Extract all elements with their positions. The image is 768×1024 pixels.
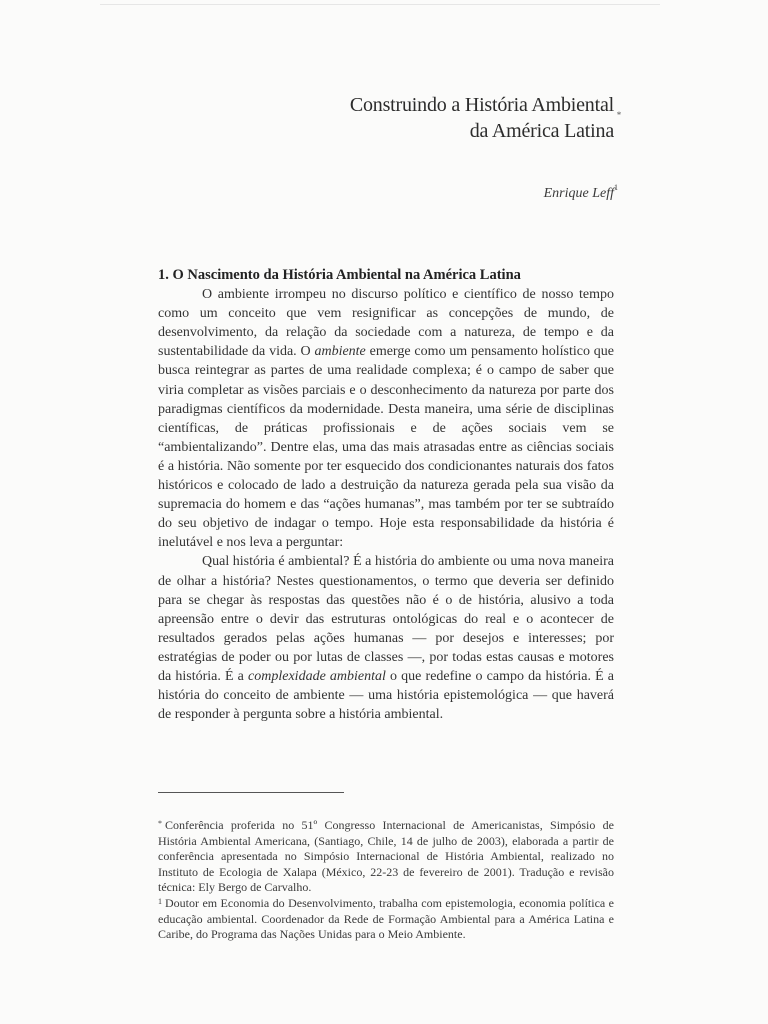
footnote-item [158, 818, 614, 896]
title-footnote-mark: * [616, 110, 621, 120]
article-body [158, 266, 614, 724]
paragraph-1 [158, 285, 614, 552]
footnote-separator [158, 792, 344, 793]
author-name [543, 183, 618, 202]
author-footnote-mark: 1 [614, 183, 618, 192]
section-heading: 1. O Nascimento da História Ambiental na América Latina [158, 267, 521, 283]
paragraph-2-part-b: o que redefine o campo da história. É a história do conceito de ambiente — uma história epistemológica — que haverá de responder à pergunta sobre a história ambiental. [158, 668, 614, 723]
footnote-item [158, 896, 614, 943]
article-title [349, 92, 621, 144]
footnote-mark: * [158, 819, 162, 828]
title-line-1: Construindo a História Ambiental [349, 94, 614, 116]
paragraph-2-emphasis: complexidade ambiental [248, 668, 386, 684]
footnote-mark: 1 [158, 896, 162, 906]
title-line-2-text: da América Latina [469, 120, 614, 142]
paragraph-2-part-a: Qual história é ambiental? É a história do ambiente ou uma nova maneira de olhar a história? Nestes questionamentos, o termo que deveria ser definido para se chegar às respostas das questões não é o de história, alusivo a toda apreensão entre o devir das estruturas ontológicas do real e o acontecer de resultados gerados pelas ações humanas — por desejos e interesses; por estratégias de poder ou por lutas de classes —, por todas estas causas e motores da história. É a [158, 554, 614, 684]
footnotes [158, 818, 614, 943]
paragraph-1-emphasis: ambiente [314, 344, 366, 360]
footnote-text: Conferência proferida no 51º Congresso Internacional de Americanistas, Simpósio de História Ambiental Americana, (Santiago, Chile, 14 de julho de 2003), elaborada a partir de conferência apresentada no Simpósio Internacional de História Ambiental, realizado no Instituto de Ecologia de Xalapa (México, 22-23 de fevereiro de 2001). Tradução e revisão técnica: Ely Bergo de Carvalho. [158, 818, 614, 895]
author-name-text: Enrique Leff [543, 186, 614, 201]
paragraph-1-part-a: O ambiente irrompeu no discurso político e científico de nosso tempo como um conceito que vem resignificar as concepções de mundo, de desenvolvimento, da relação da sociedade com a natureza, de tempo e da sustentabilidade da vida. O [158, 287, 614, 360]
footnote-text: Doutor em Economia do Desenvolvimento, trabalha com epistemologia, economia política e educação ambiental. Coordenador da Rede de Formação Ambiental para a América Latina e Caribe, do Programa das Nações Unidas para o Meio Ambiente. [158, 895, 614, 942]
paragraph-1-part-b: emerge como um pensamento holístico que busca reintegrar as partes de uma realidade complexa; é o campo de saber que viria completar as visões parciais e o desconhecimento da natureza por parte dos paradigmas científicos da modernidade. Desta maneira, uma série de disciplinas científicas, de práticas profissionais e de ações sociais vem se “ambientalizando”. Dentre elas, uma das mais atrasadas entre as ciências sociais é a história. Não somente por ter esquecido dos condicionantes naturais dos fatos históricos e colocado de lado a destruição da natureza gerada pela sua visão da supremacia do homem e das “ações humanas”, mas também por ter se subtraído do seu objetivo de indagar o tempo. Hoje esta responsabilidade da história é inelutável e nos leva a perguntar: [158, 344, 614, 551]
paragraph-2 [158, 552, 614, 724]
scan-edge-line [100, 4, 660, 5]
title-line-2 [350, 110, 621, 144]
